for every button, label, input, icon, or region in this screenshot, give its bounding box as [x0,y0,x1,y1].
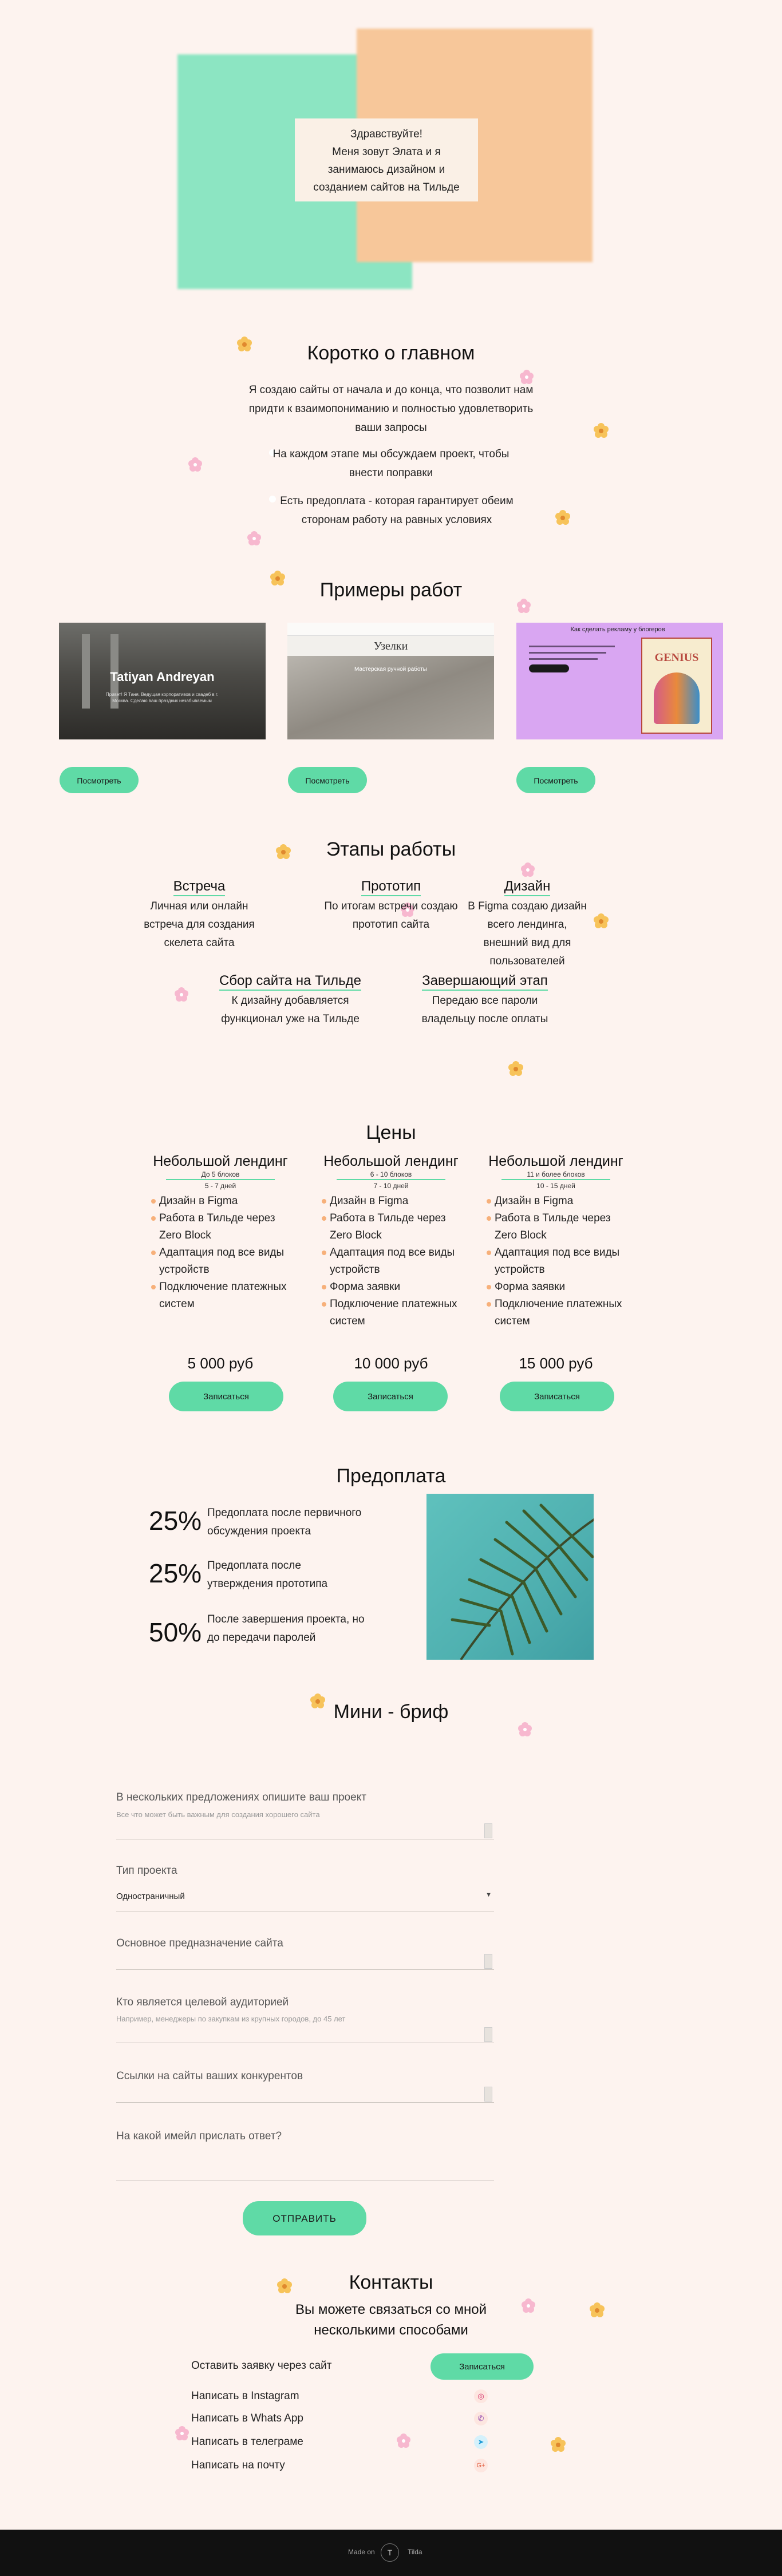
tilda-logo-icon[interactable]: T [381,2543,399,2562]
brief-purpose-input[interactable] [116,1969,494,1970]
contacts-subtitle: Вы можете связаться со мной несколькими способами [295,2302,487,2338]
about-title: Коротко о главном [307,342,475,364]
contacts-title: Контакты [349,2272,433,2293]
price-plan-days: 10 - 15 дней [536,1182,575,1190]
order-plan-3-button[interactable]: Записаться [500,1382,614,1411]
work-3-text-block [529,646,615,703]
textarea-resize-handle[interactable] [484,1823,492,1838]
contact-request-button[interactable]: Записаться [431,2353,534,2380]
contact-telegram-link[interactable]: Написать в телеграме [191,2436,303,2448]
price-plan-days: 5 - 7 дней [204,1182,236,1190]
orange-flower-icon [507,1061,524,1078]
prepay-text-1: Предоплата после первичного обсуждения проекта [207,1507,362,1537]
work-preview-3[interactable] [516,623,723,739]
hero-intro-text: Меня зовут Элата и я занимаюсь дизайном и созданием сайтов на Тильде [313,146,460,193]
price-plan-blocks: 11 и более блоков [501,1170,610,1180]
pink-flower-icon [395,2432,412,2450]
stage-4-title: Сбор сайта на Тильде [204,973,376,989]
work-3-name: GENIUS [654,651,699,664]
stage-5-text: Передаю все пароли владельцу после оплаты [421,995,548,1025]
brief-project-type-value: Одностраничный [116,1892,185,1901]
work-preview-1[interactable] [59,623,266,739]
brief-field-3-label: Основное предназначение сайта [116,1937,283,1949]
brief-field-4-hint: Например, менеджеры по закупкам из крупных городов, до 45 лет [116,2015,346,2023]
stage-4-text: К дизайну добавляется функционал уже на Тильде [221,995,360,1025]
work-3-poster [641,638,712,734]
stage-3-text: В Figma создаю дизайн всего лендинга, внешний вид для пользователей [468,900,587,967]
textarea-resize-handle[interactable] [484,2027,492,2042]
price-feature: Дизайн в Figma [322,1193,468,1210]
work-navbar [287,623,494,636]
whatsapp-icon[interactable]: ✆ [474,2412,488,2425]
price-feature: Подключение платежных систем [322,1296,468,1330]
price-plan-title: Небольшой лендинг [323,1153,459,1169]
mail-icon[interactable]: G+ [474,2459,488,2472]
work-3-illustration [654,672,700,724]
work-2-caption: Мастерская ручной работы [354,666,427,672]
brief-field-6-label: На какой имейл прислать ответ? [116,2130,282,2142]
brief-submit-button[interactable]: ОТПРАВИТЬ [243,2201,366,2235]
price-plan-blocks: 6 - 10 блоков [337,1170,445,1180]
price-feature: Работа в Тильде через Zero Block [487,1210,633,1244]
pink-flower-icon [246,530,263,547]
contact-whatsapp-link[interactable]: Написать в Whats App [191,2412,303,2424]
orange-flower-icon [589,2302,606,2319]
hero-intro-card [295,118,478,201]
orange-flower-icon [593,422,610,440]
textarea-resize-handle[interactable] [484,1954,492,1969]
prices-title: Цены [366,1122,416,1143]
prepay-title: Предоплата [336,1465,446,1487]
stages-title: Этапы работы [326,838,456,860]
stage-2-title: Прототип [305,879,477,895]
stage-5-title: Завершающий этап [399,973,571,989]
brief-field-1-label: В нескольких предложениях опишите ваш проект [116,1791,366,1803]
pink-flower-icon [173,986,190,1003]
price-feature: Дизайн в Figma [151,1193,298,1210]
orange-flower-icon [554,509,571,527]
pink-flower-icon [173,2425,191,2442]
works-title: Примеры работ [319,579,463,601]
about-point-3: Есть предоплата - которая гарантирует обеим сторонам работу на равных условиях [280,495,514,526]
view-work-2-button[interactable]: Посмотреть [288,767,367,793]
order-plan-2-button[interactable]: Записаться [333,1382,448,1411]
prepay-percent-3: 50% [149,1617,202,1647]
price-feature: Подключение платежных систем [487,1296,633,1330]
price-plan-2-value: 10 000 руб [354,1355,428,1372]
work-3-caption: Как сделать рекламу у блогеров [570,626,665,633]
prepay-text-2: Предоплата после утверждения прототипа [207,1560,328,1590]
brief-field-2-label: Тип проекта [116,1865,177,1877]
brief-project-type-select[interactable] [116,1892,494,1901]
price-plan-3-value: 15 000 руб [519,1355,593,1372]
price-feature: Форма заявки [322,1279,468,1296]
price-feature: Форма заявки [487,1279,633,1296]
price-feature: Адаптация под все виды устройств [322,1244,468,1279]
prepay-text-3: После завершения проекта, но до передачи паролей [207,1613,365,1644]
about-point-1: Я создаю сайты от начала и до конца, что позволит нам придти к взаимопониманию и полностью удовлетворить ваши запросы [248,384,534,434]
pink-flower-icon [520,2297,537,2314]
hero-greeting: Здравствуйте! [350,128,422,140]
price-plan-3 [479,1153,633,1330]
brief-field-4-label: Кто является целевой аудиторией [116,1996,289,2008]
view-work-3-button[interactable]: Посмотреть [516,767,595,793]
work-2-name: Узелки [373,640,408,652]
about-point-2: На каждом этапе мы обсуждаем проект, чтобы внести поправки [272,448,510,479]
palm-leaf-photo [426,1494,594,1660]
footer [0,2530,782,2576]
price-feature: Подключение платежных систем [151,1279,298,1313]
prepay-percent-1: 25% [149,1506,202,1536]
chevron-down-icon: ▼ [485,1892,492,1898]
work-1-caption: Привет! Я Таня. Ведущая корпоративов и свадеб в г. Москва. Сделаю ваш праздник незабываемым [105,692,219,703]
price-plan-1-value: 5 000 руб [187,1355,254,1372]
price-feature-list [479,1193,633,1330]
price-feature-list [314,1193,468,1330]
pink-flower-icon [519,861,536,879]
pink-flower-icon [516,1721,534,1738]
textarea-resize-handle[interactable] [484,2087,492,2102]
price-feature: Адаптация под все виды устройств [487,1244,633,1279]
price-plan-days: 7 - 10 дней [373,1182,409,1190]
price-feature: Работа в Тильде через Zero Block [322,1210,468,1244]
prepay-percent-2: 25% [149,1558,202,1588]
price-feature-list [143,1193,298,1313]
work-preview-2[interactable] [287,623,494,739]
price-plan-blocks: До 5 блоков [166,1170,275,1180]
palm-leaf-icon [426,1494,594,1660]
orange-flower-icon [593,913,610,930]
price-feature: Адаптация под все виды устройств [151,1244,298,1279]
price-feature: Работа в Тильде через Zero Block [151,1210,298,1244]
work-1-name: Tatiyan Andreyan [110,670,215,684]
stage-3-title: Дизайн [441,879,613,895]
price-plan-title: Небольшой лендинг [488,1153,623,1169]
footer-brand[interactable]: Tilda [408,2548,422,2556]
view-work-1-button[interactable]: Посмотреть [60,767,139,793]
price-plan-1 [143,1153,298,1313]
stage-1-title: Встреча [113,879,285,895]
brief-field-1-hint: Все что может быть важным для создания хорошего сайта [116,1810,320,1819]
price-plan-title: Небольшой лендинг [153,1153,288,1169]
stage-1-text: Личная или онлайн встреча для создания скелета сайта [144,900,255,949]
footer-made-on: Made on [348,2548,375,2556]
instagram-icon[interactable]: ◎ [474,2389,488,2403]
telegram-icon[interactable]: ➤ [474,2435,488,2449]
price-feature: Дизайн в Figma [487,1193,633,1210]
contact-mail-link[interactable]: Написать на почту [191,2459,285,2471]
contact-instagram-link[interactable]: Написать в Instagram [191,2390,299,2402]
order-plan-1-button[interactable]: Записаться [169,1382,283,1411]
stage-2-text: По итогам встречи создаю прототип сайта [324,900,458,931]
brief-competitors-input[interactable] [116,2102,494,2103]
brief-field-5-label: Ссылки на сайты ваших конкурентов [116,2070,303,2082]
pink-flower-icon [187,456,204,473]
brief-title: Мини - бриф [333,1701,449,1723]
price-plan-2 [314,1153,468,1330]
contact-request-label: Оставить заявку через сайт [191,2360,332,2372]
orange-flower-icon [550,2436,567,2454]
